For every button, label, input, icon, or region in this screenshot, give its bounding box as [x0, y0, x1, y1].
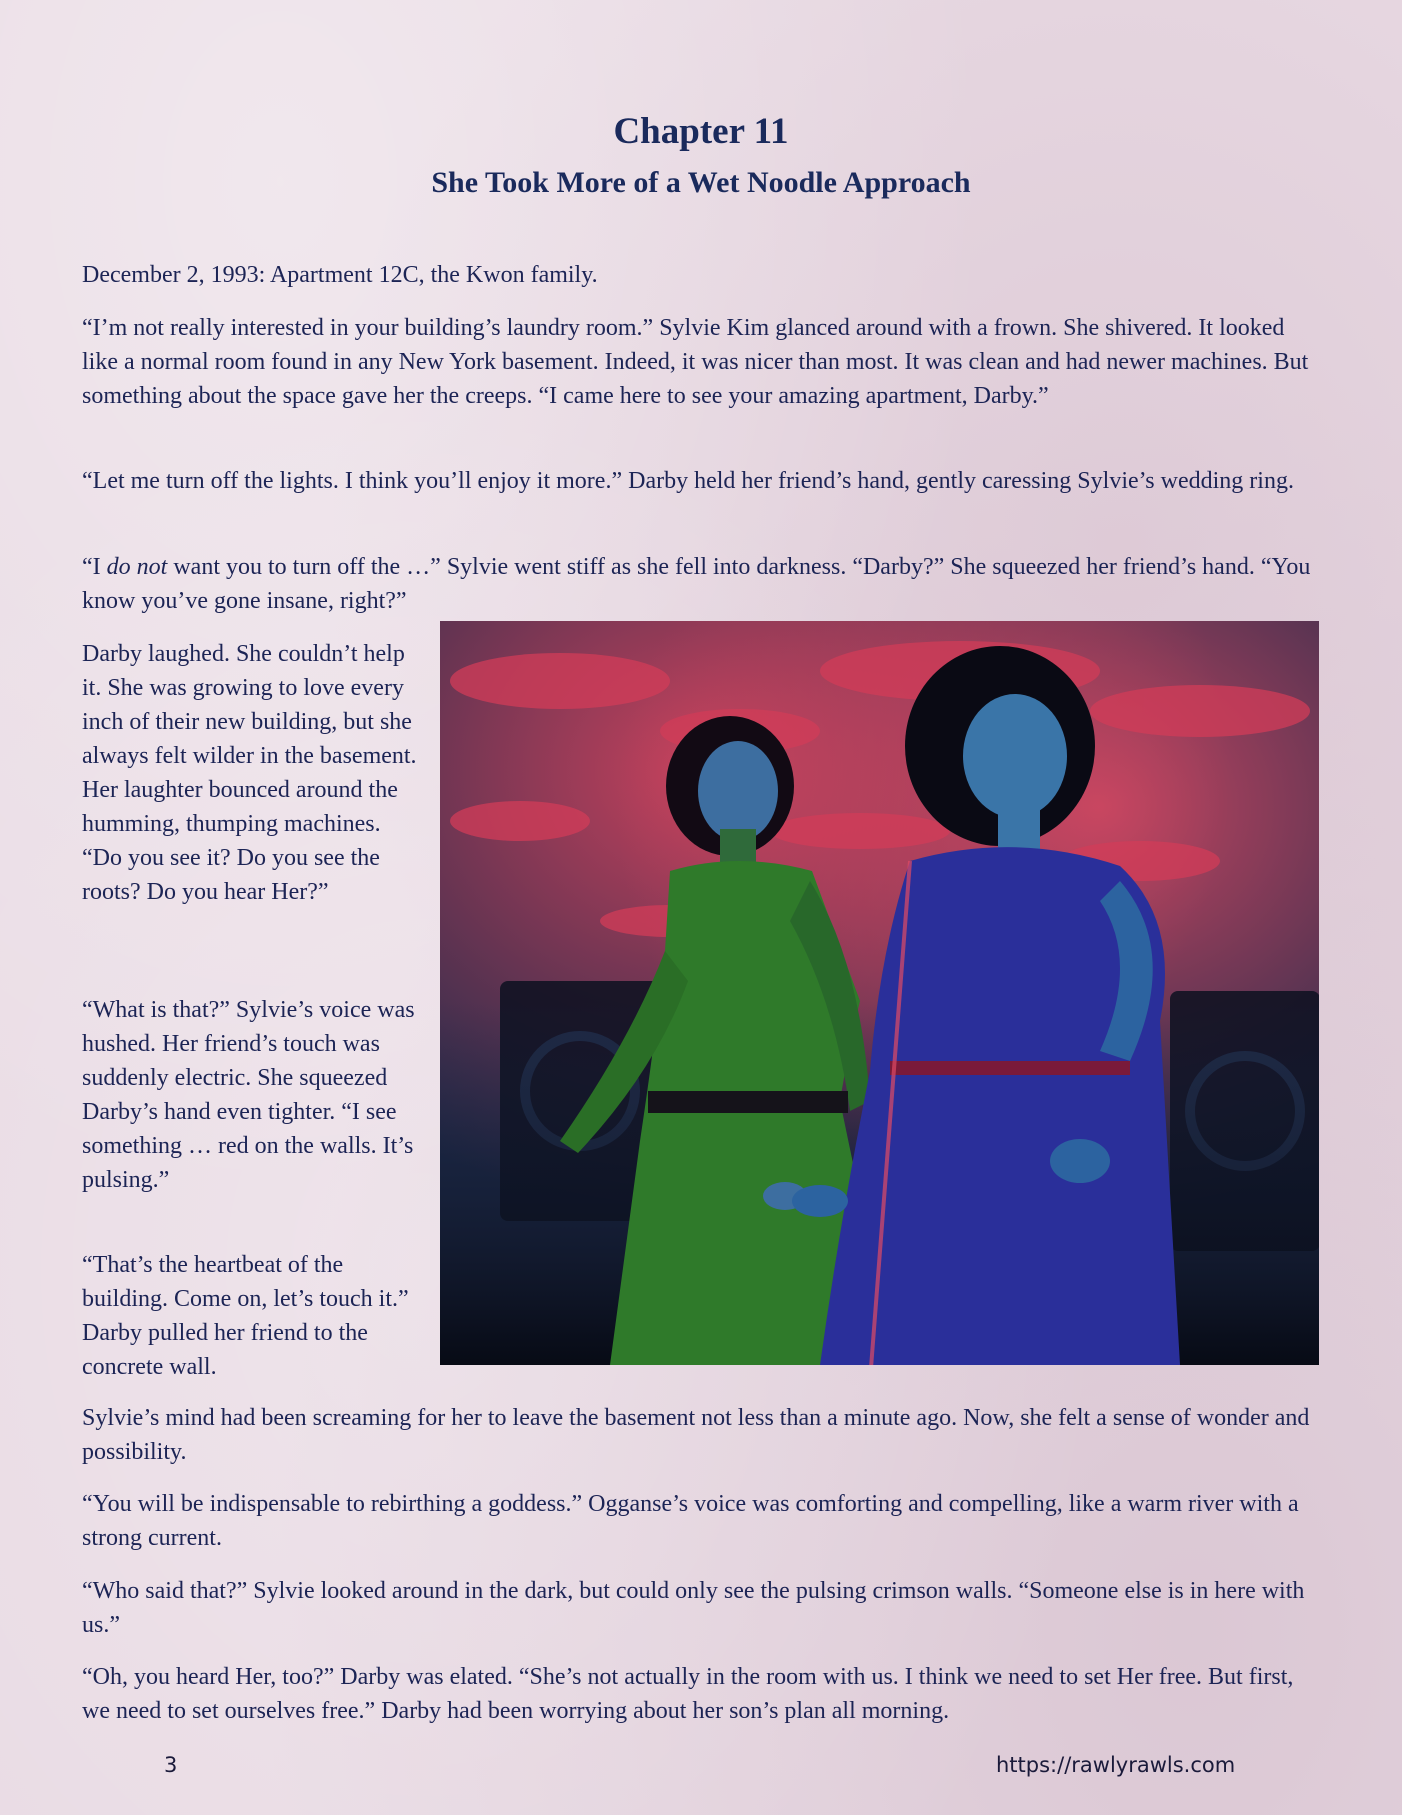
body-paragraph: Sylvie’s mind had been screaming for her to leave the basement not less than a minute ago. Now, she felt a sense of wonder and possibility.	[82, 1405, 1310, 1465]
body-paragraph: “That’s the heartbeat of the building. Come on, let’s touch it.” Darby pulled her friend to the concrete wall.	[82, 1252, 409, 1380]
body-paragraph: “What is that?” Sylvie’s voice was hushed. Her friend’s touch was suddenly electric. She squeezed Darby’s hand even tighter. “I see something … red on the walls. It’s pulsing.”	[82, 997, 415, 1193]
website-link[interactable]: https://rawlyrawls.com	[996, 1753, 1236, 1777]
illustration-art	[440, 621, 1319, 1365]
chapter-illustration	[440, 621, 1319, 1365]
chapter-heading: Chapter 11	[613, 111, 789, 152]
body-paragraph: “I’m not really interested in your building’s laundry room.” Sylvie Kim glanced around with a frown. She shivered. It looked like a normal room found in any New York basement. Indeed, it was nicer than most. It was clean and had newer machines. But something about the space gave her the creeps. “I came here to see your amazing apartment, Darby.”	[82, 315, 1309, 409]
body-paragraph: “Who said that?” Sylvie looked around in the dark, but could only see the pulsing crimson walls. “Someone else is in here with us.”	[82, 1578, 1305, 1638]
body-paragraph: “Let me turn off the lights. I think you’ll enjoy it more.” Darby held her friend’s hand, gently caressing Sylvie’s wedding ring.	[82, 468, 1294, 494]
body-paragraph: “You will be indispensable to rebirthing a goddess.” Ogganse’s voice was comforting and compelling, like a warm river with a strong current.	[82, 1491, 1299, 1551]
body-paragraph: “I do not want you to turn off the …” Sylvie went stiff as she fell into darkness. “Darby?” She squeezed her friend’s hand. “You know you’ve gone insane, right?”	[82, 554, 1311, 614]
body-paragraph: “Oh, you heard Her, too?” Darby was elated. “She’s not actually in the room with us. I think we need to set Her free. But first, we need to set ourselves free.” Darby had been worrying about her son’s plan all morning.	[82, 1664, 1294, 1724]
dateline-paragraph: December 2, 1993: Apartment 12C, the Kwon family.	[82, 262, 598, 288]
chapter-subtitle: She Took More of a Wet Noodle Approach	[431, 166, 971, 199]
body-paragraph: Darby laughed. She couldn’t help it. She was growing to love every inch of their new building, but she always felt wilder in the basement. Her laughter bounced around the humming, thumping machines. “Do you see it? Do you see the roots? Do you hear Her?”	[82, 641, 417, 905]
page-number: 3	[164, 1753, 178, 1777]
emphasis-text: do not	[106, 554, 168, 580]
